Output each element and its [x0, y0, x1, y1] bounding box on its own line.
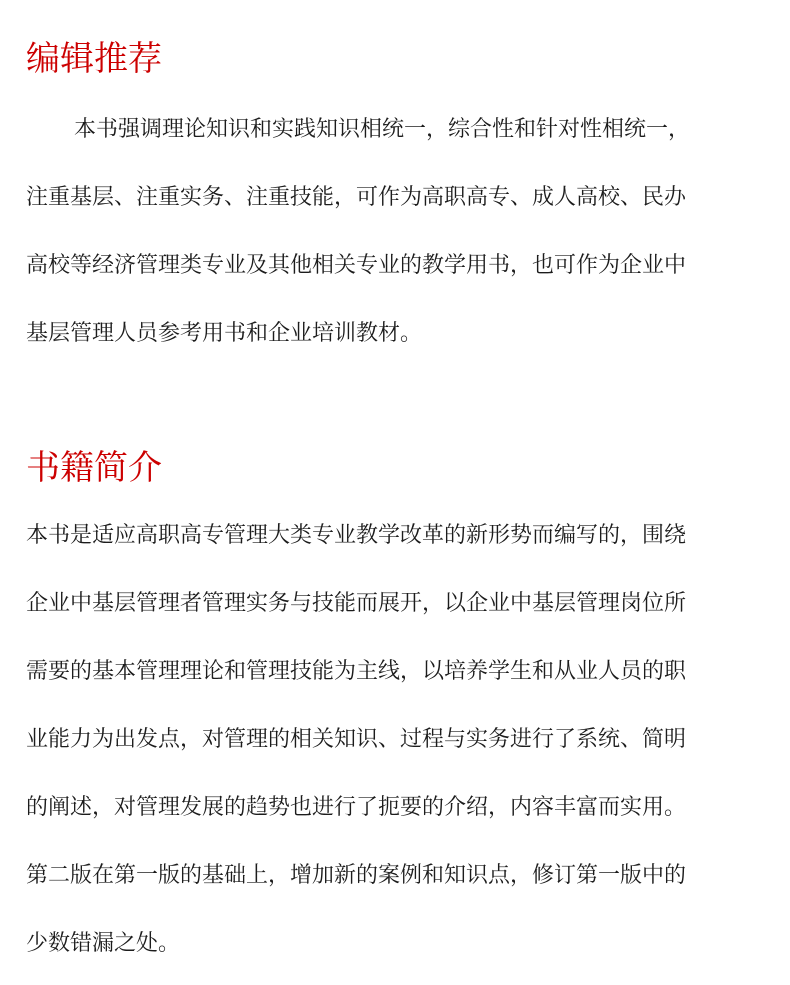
- paragraph-line: 业能力为出发点，对管理的相关知识、过程与实务进行了系统、简明: [26, 727, 687, 752]
- paragraph-line: 企业中基层管理者管理实务与技能而展开，以企业中基层管理岗位所: [26, 591, 687, 616]
- editor-recommendation-heading: 编辑推荐: [26, 39, 162, 79]
- book-introduction-heading: 书籍简介: [26, 448, 162, 488]
- paragraph-line: 基层管理人员参考用书和企业培训教材。: [26, 321, 423, 346]
- paragraph-line: 本书是适应高职高专管理大类专业教学改革的新形势而编写的，围绕: [26, 523, 687, 548]
- paragraph-line: 本书强调理论知识和实践知识相统一，综合性和针对性相统一，: [74, 117, 691, 142]
- paragraph-line: 第二版在第一版的基础上，增加新的案例和知识点，修订第一版中的: [26, 863, 687, 888]
- paragraph-line: 注重基层、注重实务、注重技能，可作为高职高专、成人高校、民办: [26, 185, 687, 210]
- paragraph-line: 需要的基本管理理论和管理技能为主线，以培养学生和从业人员的职: [26, 659, 687, 684]
- paragraph-line: 高校等经济管理类专业及其他相关专业的教学用书，也可作为企业中: [26, 253, 687, 278]
- paragraph-line: 的阐述，对管理发展的趋势也进行了扼要的介绍，内容丰富而实用。: [26, 795, 687, 820]
- paragraph-line: 少数错漏之处。: [26, 931, 181, 956]
